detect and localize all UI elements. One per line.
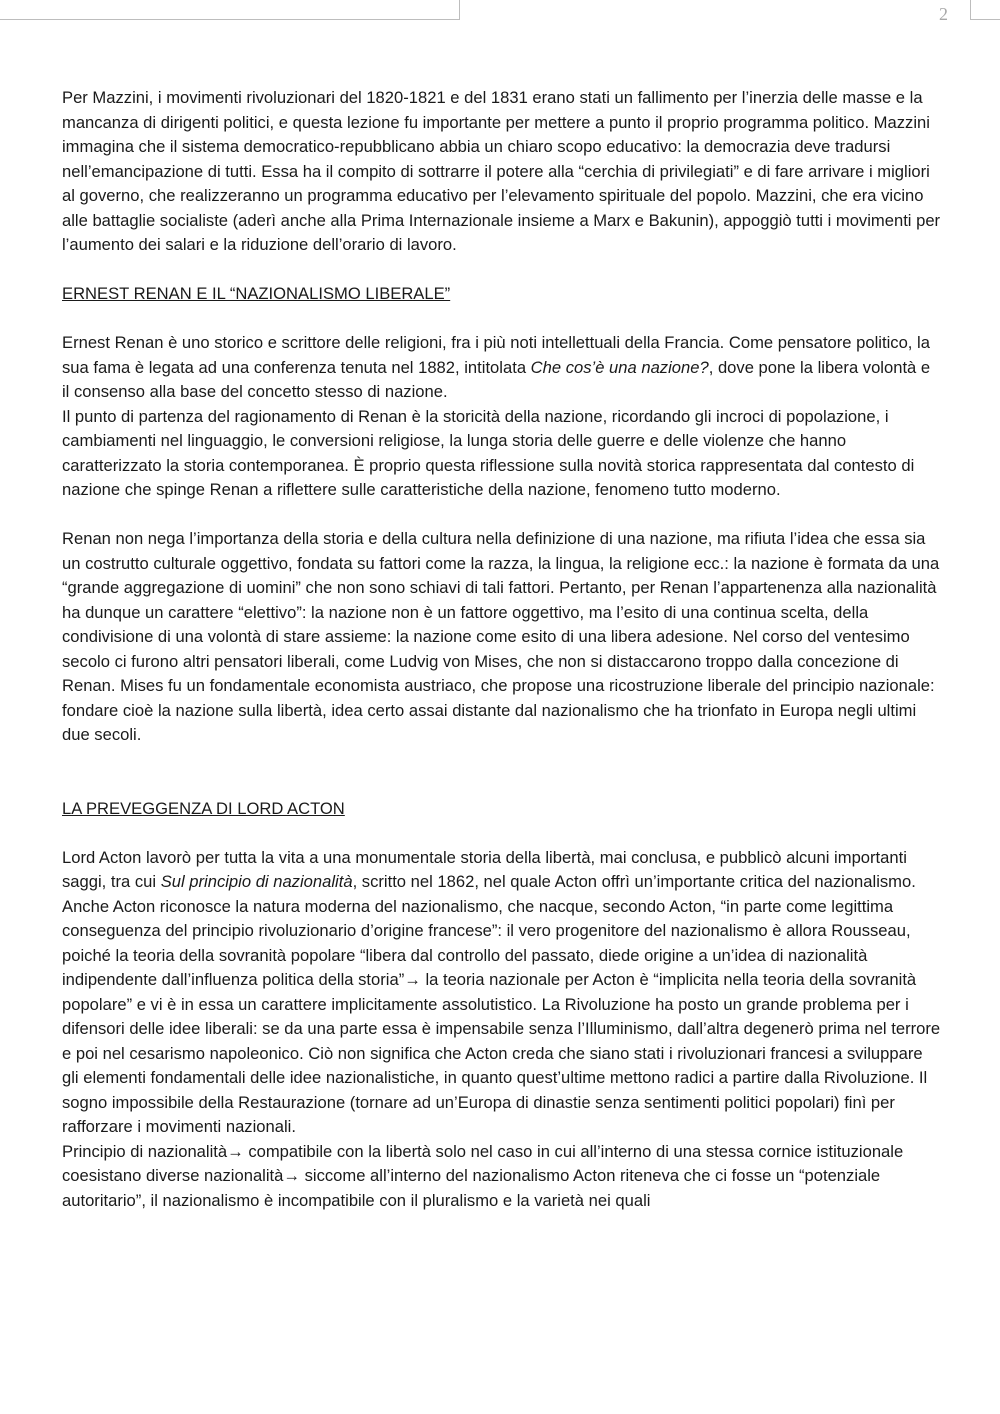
header-rule-left: [0, 19, 460, 20]
acton-paragraph-1: [62, 846, 942, 1140]
page-number: 2: [939, 4, 948, 24]
header-rule-right-tick: [970, 0, 971, 20]
renan-p1-text-a: Ernest Renan è uno storico e scrittore delle religioni, fra i più noti intellettuali della Francia. Come pensatore politico, la sua fama è legata ad una conferenza tenuta nel 1882, intitolata: [62, 333, 930, 377]
acton-p1-text-b: , scritto nel 1862, nel quale Acton offrì un’importante critica del nazionalismo. Anche Acton riconosce la natura moderna del nazionalismo, che nacque, secondo Acton, “in parte come legittima conseguenza del principio rivoluzionario d’origine francese”: il vero progenitore del nazionalismo è allora Rousseau, poiché la teoria della sovranità popolare “libera dal controllo del passato, diede origine a un’idea di nazionalità indipendente dall’influenza politica della storia”→ la teoria nazionale per Acton è “implicita nella teoria della sovranità popolare” e vi è in essa un carattere implicitamente assolutistico. La Rivoluzione ha posto un grande problema per i difensori delle idee liberali: se da una parte essa è impensabile senza l’Illuminismo, dall’altra degenerò prima nel terrore e poi nel cesarismo napoleonico. Ciò non significa che Acton creda che siano stati i rivoluzionari francesi a sviluppare gli elementi fondamentali delle idee nazionalistiche, in quanto quest’ultime mettono radici a partire dalla Rivoluzione. Il sogno impossibile della Restaurazione (tornare ad un’Europa di dinastie senza sentimenti politici popolari) finì per rafforzare i movimenti nazionali.: [62, 872, 941, 1136]
acton-heading: LA PREVEGGENZA DI LORD ACTON: [62, 798, 345, 818]
acton-p1-text-a: Lord Acton lavorò per tutta la vita a una monumentale storia della libertà, mai conclusa, e pubblicò alcuni importanti saggi, tra cui: [62, 847, 907, 891]
header-rule-right: [970, 19, 1000, 20]
renan-p1-text-b: , dove pone la libera volontà e il consenso alla base del concetto stesso di nazione.: [62, 357, 931, 401]
mazzini-paragraph: Per Mazzini, i movimenti rivoluzionari del 1820-1821 e del 1831 erano stati un fallimento per l’inerzia delle masse e la mancanza di dirigenti politici, e questa lezione fu importante per mettere a punto il proprio programma politico. Mazzini immagina che il sistema democratico-repubblicano abbia un chiaro scopo educativo: la democrazia deve tradursi nell’emancipazione di tutti. Essa ha il compito di sottrarre il potere alla “cerchia di privilegiati” e di fare arrivare i migliori al governo, che realizzeranno un programma educativo per l’elevamento spirituale del popolo. Mazzini, che era vicino alle battaglie socialiste (aderì anche alla Prima Internazionale insieme a Marx e Bakunin), appoggiò tutti i movimenti per l’aumento dei salari e la riduzione dell’orario di lavoro.: [62, 88, 941, 254]
acton-p1-title: Sul principio di nazionalità: [160, 872, 353, 891]
renan-paragraph-2: Il punto di partenza del ragionamento di Renan è la storicità della nazione, ricordando gli incroci di popolazione, i cambiamenti nel linguaggio, le conversioni religiose, la lunga storia delle guerre e delle violenze che hanno caratterizzato la storia contemporanea. È proprio questa riflessione sulla novità storica rappresentata dal contesto di nazione che spinge Renan a riflettere sulle caratteristiche della nazione, fenomeno tutto moderno.: [62, 406, 915, 499]
header-rule-left-tick: [459, 0, 460, 20]
acton-paragraph-2: Principio di nazionalità→ compatibile con la libertà solo nel caso in cui all’interno di una stessa cornice istituzionale coesistano diverse nazionalità→ siccome all’interno del nazionalismo Acton riteneva che ci fosse un “potenziale autoritario”, il nazionalismo è incompatibile con il pluralismo e la varietà nei quali: [62, 1141, 904, 1210]
renan-paragraph-3: Renan non nega l’importanza della storia e della cultura nella definizione di una nazione, ma rifiuta l’idea che essa sia un costrutto culturale oggettivo, fondata su fattori come la razza, la lingua, la religione ecc.: la nazione è formata da una “grande aggregazione di uomini” che non sono schiavi di tali fattori. Pertanto, per Renan l’appartenenza alla nazionalità ha dunque un carattere “elettivo”: la nazione non è un fattore oggettivo, ma l’esito di una continua scelta, della condivisione di una volontà di stare assieme: la nazione come esito di una libera adesione. Nel corso del ventesimo secolo ci furono altri pensatori liberali, come Ludvig von Mises, che non si distaccarono troppo dalla concezione di Renan. Mises fu un fondamentale economista austriaco, che propose una ricostruzione liberale del principio nazionale: fondare cioè la nazione sulla libertà, idea certo assai distante dal nazionalismo che ha trionfato in Europa negli ultimi due secoli.: [62, 529, 940, 744]
document-body: [62, 86, 942, 1213]
renan-heading: ERNEST RENAN E IL “NAZIONALISMO LIBERALE”: [62, 284, 451, 303]
renan-paragraph-1: [62, 331, 942, 405]
renan-p1-title: Che cos’è una nazione?: [530, 357, 709, 377]
